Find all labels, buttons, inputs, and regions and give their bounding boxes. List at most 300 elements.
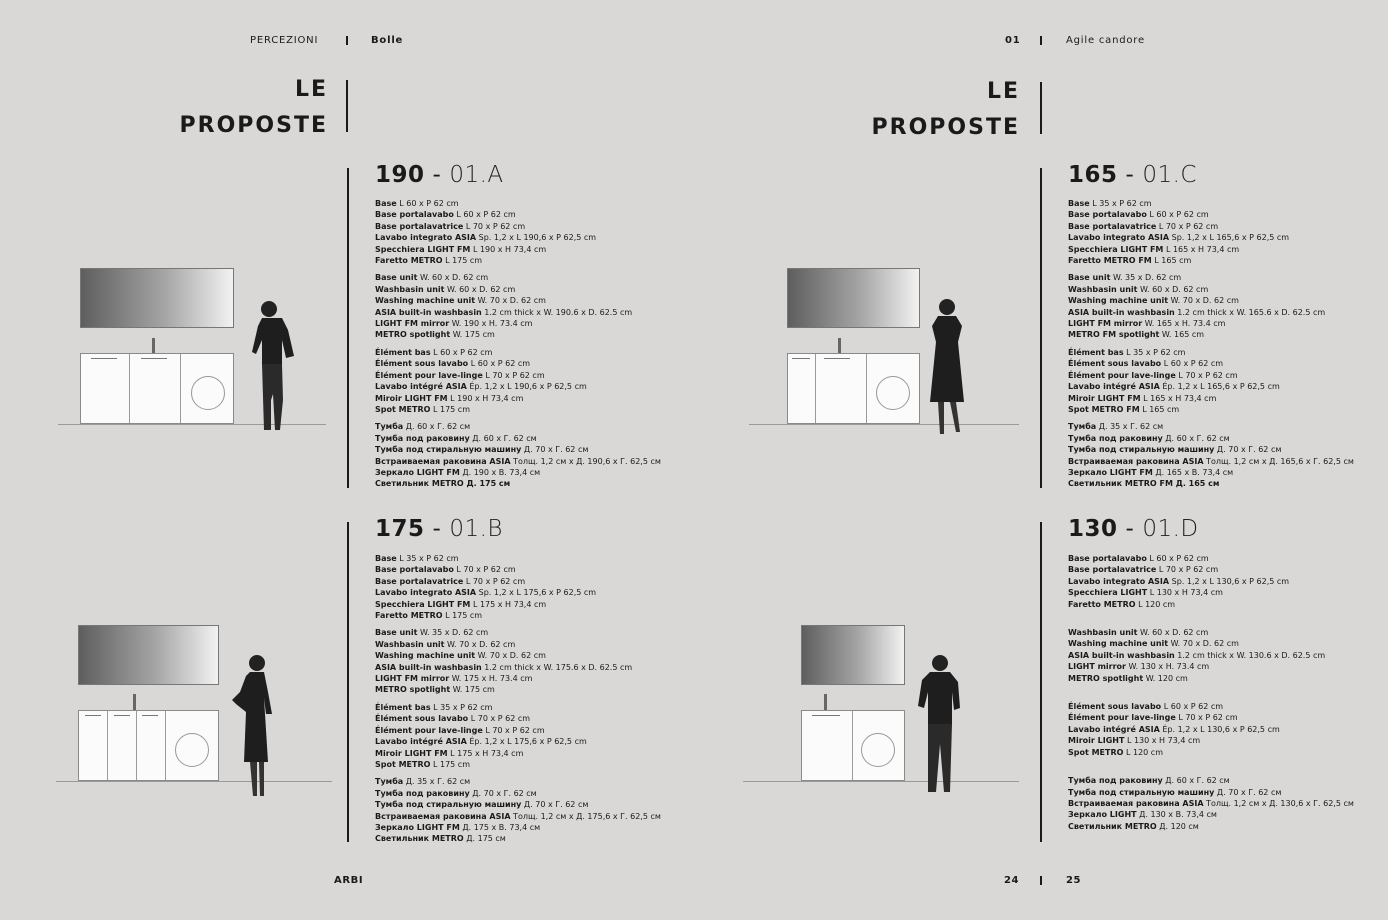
spec-line	[1068, 433, 1354, 444]
spec-item-name: Base	[375, 554, 397, 563]
title-bar	[346, 80, 348, 132]
spec-line	[1068, 284, 1354, 295]
spec-line	[375, 673, 661, 684]
spec-line	[375, 255, 661, 266]
spec-item-dims: W. 60 x D. 62 cm	[1137, 284, 1209, 294]
spec-line	[1068, 456, 1354, 467]
spec-line	[375, 433, 661, 444]
door-divider	[852, 711, 853, 780]
spec-line	[1068, 358, 1354, 369]
spec-line	[1068, 553, 1354, 564]
spec-item-dims: W. 175 cm	[450, 330, 495, 340]
spec-line	[375, 370, 661, 381]
spec-line	[375, 272, 661, 283]
spec-item-dims: L 175 cm	[442, 611, 483, 621]
spec-item-dims: Ép. 1,2 x L 130,6 x P 62,5 cm	[1159, 724, 1280, 734]
spec-item-name: ASIA built-in washbasin	[375, 662, 482, 672]
spec-item-name: Miroir LIGHT FM	[375, 748, 448, 758]
spec-item-name: LIGHT mirror	[1068, 662, 1126, 672]
spec-item-name: METRO FM spotlight	[1068, 330, 1160, 340]
spec-line	[375, 198, 661, 209]
spec-item-dims: L 70 x P 62 cm	[468, 714, 531, 724]
spec-item-dims: L 35 x P 62 cm	[1089, 199, 1152, 208]
spec-line	[1068, 421, 1354, 432]
spec-item-dims: W. 70 x D. 62 cm	[1168, 296, 1239, 306]
spec-line	[375, 381, 661, 392]
spec-line	[1068, 650, 1354, 661]
spec-item-dims: Д. 70 x Г. 62 см	[1214, 787, 1282, 797]
section-bar-c	[1040, 168, 1042, 488]
spec-item-name: Светильник METRO Д. 175 см	[375, 479, 511, 489]
floor-line	[749, 424, 1019, 425]
spec-line	[375, 467, 661, 478]
spec-item-name: Встраиваемая раковина ASIA	[1068, 798, 1204, 808]
section-bar-a	[347, 168, 349, 488]
spec-item-dims: Д. 120 см	[1156, 821, 1199, 831]
header-num	[1005, 35, 1021, 46]
spec-item-name: Base portalavatrice	[1068, 221, 1157, 231]
handle	[824, 358, 850, 359]
spec-line	[1068, 564, 1354, 575]
spec-group	[375, 272, 661, 340]
spec-item-dims: Д. 60 x Г. 62 см	[403, 422, 471, 432]
spec-item-name: Faretto METRO	[375, 611, 443, 621]
spec-item-name: Base portalavatrice	[375, 221, 464, 231]
spec-item-dims: 1.2 cm thick x W. 130.6 x D. 62.5 cm	[1174, 650, 1326, 660]
spec-item-name: Faretto METRO	[375, 256, 443, 266]
spec-item-name: Светильник METRO	[375, 834, 464, 844]
proposal-ref: 01.D	[1142, 516, 1199, 542]
proposal-size: 165	[1068, 162, 1118, 188]
spec-item-name: Lavabo integrato ASIA	[1068, 233, 1170, 243]
spec-item-dims: Sp. 1,2 x L 130,6 x P 62,5 cm	[1169, 576, 1290, 586]
spec-item-name: Тумба под раковину	[375, 433, 470, 443]
spec-line	[1068, 318, 1354, 329]
spec-line	[1068, 393, 1354, 404]
washing-machine-icon	[876, 376, 910, 410]
spec-item-dims: Ép. 1,2 x L 190,6 x P 62,5 cm	[466, 382, 587, 392]
spec-item-name: Base portalavatrice	[1068, 565, 1157, 575]
spec-item-dims: Д. 35 x Г. 62 см	[403, 777, 471, 787]
spec-group	[375, 627, 661, 695]
spec-item-name: Lavabo intégré ASIA	[1068, 724, 1160, 734]
spec-item-dims: L 165 cm	[1139, 404, 1180, 414]
spec-item-dims: Д. 35 x Г. 62 см	[1096, 422, 1164, 432]
section-bar-d	[1040, 522, 1042, 842]
title-line-2: PROPOSTE	[871, 115, 1020, 140]
spec-group	[1068, 553, 1354, 610]
spec-item-dims: Д. 130 x В. 73,4 см	[1136, 810, 1217, 820]
spec-line	[1068, 404, 1354, 415]
spec-item-dims: W. 35 x D. 62 cm	[417, 628, 489, 638]
spec-line	[375, 318, 661, 329]
spec-item-name: Встраиваемая раковина ASIA	[375, 811, 511, 821]
page-number-left: 24	[1004, 875, 1020, 886]
spec-item-name: Washbasin unit	[1068, 284, 1138, 294]
spec-item-name: Élément pour lave-linge	[1068, 370, 1176, 380]
spec-line	[375, 610, 661, 621]
spec-line	[375, 553, 661, 564]
spec-list	[375, 198, 661, 490]
spec-line	[375, 347, 661, 358]
proposal-c	[1068, 162, 1354, 496]
title-line-2: PROPOSTE	[179, 113, 328, 138]
spec-item-name: Тумба под раковину	[1068, 433, 1163, 443]
spec-line	[1068, 673, 1354, 684]
spec-item-dims: Д. 70 x Г. 62 см	[521, 800, 589, 810]
spec-line	[375, 564, 661, 575]
spec-item-name: METRO spotlight	[1068, 673, 1144, 683]
spec-item-dims: Толщ. 1,2 см x Д. 165,6 x Г. 62,5 см	[1203, 456, 1354, 466]
spec-group	[375, 776, 661, 844]
spec-item-dims: L 70 x P 62 cm	[1175, 370, 1238, 380]
proposal-ref: 01.B	[449, 516, 503, 542]
spec-item-dims: W. 70 x D. 62 cm	[475, 651, 546, 661]
spec-item-dims: L 190 x H 73,4 cm	[470, 244, 547, 254]
spec-line	[1068, 347, 1354, 358]
spec-item-name: Тумба под раковину	[1068, 776, 1163, 786]
spec-line	[1068, 232, 1354, 243]
spec-item-dims: W. 70 x D. 62 cm	[444, 639, 516, 649]
page-title-left	[150, 72, 328, 144]
washing-machine-icon	[191, 376, 225, 410]
spec-item-dims: L 165 x H 73,4 cm	[1163, 244, 1240, 254]
footer-brand: ARBI	[334, 875, 364, 886]
tap	[824, 694, 827, 710]
spec-line	[375, 811, 661, 822]
tap	[133, 694, 136, 710]
spec-item-name: Встраиваемая раковина ASIA	[375, 456, 511, 466]
spec-item-name: Washing machine unit	[375, 296, 476, 306]
spec-item-dims: L 60 x P 62 cm	[396, 199, 459, 208]
spec-line	[1068, 307, 1354, 318]
spec-item-dims: W. 60 x D. 62 cm	[417, 273, 489, 283]
header-divider	[1040, 36, 1042, 45]
spec-item-dims: Д. 70 x Г. 62 см	[469, 788, 537, 798]
spec-group	[1068, 198, 1354, 266]
woman-figure-icon	[926, 296, 976, 440]
spec-item-dims: L 175 x H 73,4 cm	[447, 748, 524, 758]
spec-item-name: Lavabo intégré ASIA	[1068, 382, 1160, 392]
spec-item-dims: L 35 x P 62 cm	[396, 554, 459, 563]
spec-item-name: Тумба под стиральную машину	[375, 445, 522, 455]
spec-item-name: Specchiera LIGHT	[1068, 588, 1148, 598]
spec-item-name: Lavabo intégré ASIA	[375, 737, 467, 747]
spec-item-dims: Д. 60 x Г. 62 см	[1162, 776, 1230, 786]
spec-item-name: Base	[1068, 199, 1090, 208]
spec-line	[375, 329, 661, 340]
spec-item-name: Élément sous lavabo	[1068, 702, 1162, 712]
spec-item-name: ASIA built-in washbasin	[1068, 307, 1175, 317]
spec-item-dims: L 70 x P 62 cm	[1156, 221, 1219, 231]
spec-group	[375, 553, 661, 621]
spec-line	[375, 599, 661, 610]
man-figure-icon	[912, 652, 964, 800]
footer-divider	[1040, 876, 1042, 885]
spec-line	[375, 421, 661, 432]
spec-line	[375, 725, 661, 736]
spec-item-name: Base portalavatrice	[375, 576, 464, 586]
proposal-code: 190 - 01.A	[375, 162, 504, 188]
spec-line	[375, 788, 661, 799]
handle	[792, 358, 810, 359]
spec-line	[375, 748, 661, 759]
spec-item-dims: W. 70 x D. 62 cm	[1168, 639, 1239, 649]
spec-item-name: ASIA built-in washbasin	[375, 307, 482, 317]
washing-machine-icon	[861, 733, 895, 767]
spec-item-dims: L 35 x P 62 cm	[1123, 347, 1186, 357]
spec-item-dims: 1.2 cm thick x W. 190.6 x D. 62.5 cm	[481, 307, 633, 317]
spec-item-name: Светильник METRO	[1068, 821, 1157, 831]
spec-line	[1068, 576, 1354, 587]
spec-item-name: Тумба под стиральную машину	[1068, 445, 1215, 455]
spec-item-name: Тумба под стиральную машину	[375, 800, 522, 810]
spec-line	[375, 736, 661, 747]
spec-item-dims: L 70 x P 62 cm	[463, 221, 526, 231]
spec-line	[1068, 638, 1354, 649]
spec-line	[1068, 295, 1354, 306]
spec-item-name: Miroir LIGHT	[1068, 736, 1125, 746]
spec-line	[1068, 209, 1354, 220]
spec-item-dims: W. 60 x D. 62 cm	[1137, 628, 1209, 638]
spec-group	[1068, 421, 1354, 489]
proposal-a	[375, 162, 661, 496]
header-divider	[346, 36, 348, 45]
proposal-size: 190	[375, 162, 425, 188]
spec-item-dims: W. 120 cm	[1143, 673, 1188, 683]
proposal-d	[1068, 516, 1354, 849]
spec-item-dims: L 165 cm	[1151, 256, 1192, 266]
spec-line	[1068, 599, 1354, 610]
spec-item-name: Base portalavabo	[1068, 554, 1147, 563]
proposal-ref: 01.C	[1142, 162, 1197, 188]
spec-item-dims: W. 190 x H. 73.4 cm	[449, 319, 533, 329]
spec-group	[375, 421, 661, 489]
spec-item-name: Тумба	[375, 422, 404, 432]
spec-item-name: METRO spotlight	[375, 330, 451, 340]
spec-item-dims: Д. 70 x Г. 62 см	[521, 445, 589, 455]
spec-item-dims: W. 175 cm	[450, 685, 495, 695]
spec-item-name: Spot METRO	[375, 404, 431, 414]
spec-line	[375, 833, 661, 844]
mirror	[801, 625, 905, 685]
title-line-1: LE	[294, 77, 328, 102]
spec-item-dims: L 60 x P 62 cm	[1146, 554, 1209, 563]
spec-item-dims: Sp. 1,2 x L 190,6 x P 62,5 cm	[476, 233, 597, 243]
spec-line	[375, 295, 661, 306]
spec-item-name: Тумба под раковину	[375, 788, 470, 798]
spec-group	[375, 702, 661, 770]
floor-line	[56, 781, 332, 782]
spec-item-dims: L 70 x P 62 cm	[482, 725, 545, 735]
spec-item-name: Base portalavabo	[375, 565, 454, 575]
proposal-size: 130	[1068, 516, 1118, 542]
section-label: PERCEZIONI	[250, 35, 319, 46]
spec-item-name: Тумба	[375, 777, 404, 787]
spec-line	[1068, 787, 1354, 798]
door-divider	[129, 354, 130, 423]
spec-line	[375, 759, 661, 770]
spec-item-dims: L 70 x P 62 cm	[1175, 713, 1238, 723]
spec-line	[1068, 244, 1354, 255]
spec-item-dims: 1.2 cm thick x W. 165.6 x D. 62.5 cm	[1174, 307, 1326, 317]
spec-item-name: Base	[375, 199, 397, 208]
spec-line	[375, 650, 661, 661]
spec-item-dims: Sp. 1,2 x L 175,6 x P 62,5 cm	[476, 588, 597, 598]
mirror	[78, 625, 219, 685]
spec-line	[375, 713, 661, 724]
spec-item-name: Élément pour lave-linge	[375, 370, 483, 380]
spec-line	[375, 307, 661, 318]
door-divider	[815, 354, 816, 423]
spec-line	[375, 221, 661, 232]
spec-item-name: Washbasin unit	[375, 284, 445, 294]
proposal-code: 165 - 01.C	[1068, 162, 1197, 188]
tap	[152, 338, 155, 353]
spec-item-dims: L 35 x P 62 cm	[430, 702, 493, 712]
spec-item-name: Lavabo integrato ASIA	[375, 233, 477, 243]
spec-item-name: Washbasin unit	[375, 639, 445, 649]
spec-item-dims: Д. 175 см	[463, 834, 506, 844]
spec-item-dims: L 60 x P 62 cm	[468, 359, 531, 369]
spec-item-name: ASIA built-in washbasin	[1068, 650, 1175, 660]
spec-line	[1068, 735, 1354, 746]
spec-item-dims: W. 165 cm	[1159, 330, 1205, 340]
spec-item-name: METRO spotlight	[375, 685, 451, 695]
spec-item-name: Specchiera LIGHT FM	[375, 244, 471, 254]
spec-item-name: Spot METRO	[375, 759, 431, 769]
spec-line	[375, 662, 661, 673]
spec-line	[375, 244, 661, 255]
spec-item-dims: Д. 190 x В. 73,4 см	[459, 467, 541, 477]
spec-item-name: LIGHT FM mirror	[1068, 319, 1143, 329]
spec-item-dims: Д. 165 x В. 73,4 см	[1152, 467, 1234, 477]
spec-item-dims: L 175 x H 73,4 cm	[470, 599, 547, 609]
spec-item-name: Washbasin unit	[1068, 628, 1138, 638]
handle	[141, 358, 167, 359]
spec-item-dims: L 60 x P 62 cm	[430, 347, 493, 357]
spec-list	[375, 553, 661, 845]
spec-item-name: Зеркало LIGHT FM	[375, 467, 460, 477]
door-divider	[866, 354, 867, 423]
spec-item-dims: L 70 x P 62 cm	[453, 565, 516, 575]
spec-line	[375, 404, 661, 415]
spec-group	[1068, 347, 1354, 415]
spec-line	[1068, 627, 1354, 638]
handle	[85, 715, 101, 716]
spec-line	[1068, 329, 1354, 340]
proposal-code: 175 - 01.B	[375, 516, 503, 542]
spec-line	[1068, 821, 1354, 832]
door-divider	[107, 711, 108, 780]
spec-item-dims: Ép. 1,2 x L 175,6 x P 62,5 cm	[466, 737, 587, 747]
spec-item-name: Lavabo integrato ASIA	[375, 588, 477, 598]
page-number-right: 25	[1066, 875, 1082, 886]
spec-item-name: Élément pour lave-linge	[375, 725, 483, 735]
spec-item-name: Lavabo intégré ASIA	[375, 382, 467, 392]
spec-item-name: Base unit	[375, 273, 418, 283]
spec-line	[1068, 587, 1354, 598]
spec-item-dims: Sp. 1,2 x L 165,6 x P 62,5 cm	[1169, 233, 1290, 243]
mirror	[787, 268, 920, 328]
door-divider	[180, 354, 181, 423]
spec-line	[375, 822, 661, 833]
spec-line	[375, 456, 661, 467]
proposal-b	[375, 516, 661, 851]
spec-item-name: Élément sous lavabo	[375, 714, 469, 724]
spec-line	[375, 232, 661, 243]
spec-item-dims: L 175 cm	[430, 759, 470, 769]
spec-group	[1068, 701, 1354, 758]
header-sub	[371, 35, 403, 46]
spec-line	[375, 639, 661, 650]
spec-group	[1068, 775, 1354, 832]
spec-item-dims: L 175 cm	[442, 256, 483, 266]
title-line-1: LE	[986, 79, 1020, 104]
spec-item-dims: Толщ. 1,2 см x Д. 130,6 x Г. 62,5 см	[1203, 798, 1354, 808]
spec-line	[375, 576, 661, 587]
spec-item-name: Тумба	[1068, 422, 1097, 432]
vanity-cabinet	[787, 353, 920, 424]
spec-item-dims: Толщ. 1,2 см x Д. 190,6 x Г. 62,5 см	[510, 456, 661, 466]
spec-item-name: Washing machine unit	[1068, 296, 1169, 306]
spec-line	[375, 478, 661, 489]
spec-item-name: Встраиваемая раковина ASIA	[1068, 456, 1204, 466]
spec-item-dims: W. 175 x H. 73.4 cm	[449, 674, 533, 684]
spec-line	[375, 776, 661, 787]
spec-list	[1068, 198, 1354, 490]
chapter-number: 01	[1005, 35, 1021, 46]
spec-group	[1068, 627, 1354, 684]
spec-line	[1068, 712, 1354, 723]
spec-line	[1068, 381, 1354, 392]
spec-item-dims: Д. 60 x Г. 62 см	[469, 433, 537, 443]
spec-line	[1068, 798, 1354, 809]
spec-item-dims: Толщ. 1,2 см x Д. 175,6 x Г. 62,5 см	[510, 811, 661, 821]
vanity-cabinet	[80, 353, 234, 424]
spec-line	[1068, 370, 1354, 381]
spec-item-dims: W. 60 x D. 62 cm	[444, 284, 516, 294]
vanity-cabinet	[78, 710, 219, 781]
proposal-code: 130 - 01.D	[1068, 516, 1199, 542]
spec-item-name: Faretto METRO FM	[1068, 256, 1152, 266]
title-bar	[1040, 82, 1042, 134]
spec-item-dims: L 120 cm	[1135, 599, 1176, 609]
spec-line	[1068, 198, 1354, 209]
handle	[812, 715, 840, 716]
spec-line	[375, 393, 661, 404]
spec-line	[375, 444, 661, 455]
spec-group	[375, 198, 661, 266]
spec-item-name: Зеркало LIGHT FM	[1068, 467, 1153, 477]
proposal-ref: 01.A	[449, 162, 504, 188]
handle	[91, 358, 117, 359]
spec-item-name: Élément sous lavabo	[375, 359, 469, 369]
spec-item-name: Miroir LIGHT FM	[375, 393, 448, 403]
spec-item-name: Faretto METRO	[1068, 599, 1136, 609]
spec-item-name: Élément bas	[375, 702, 431, 712]
header-right	[1066, 35, 1145, 46]
handle	[142, 715, 158, 716]
door-divider	[165, 711, 166, 780]
spec-item-dims: L 60 x P 62 cm	[1161, 359, 1224, 369]
spec-item-name: Élément pour lave-linge	[1068, 713, 1176, 723]
handle	[114, 715, 130, 716]
spec-line	[375, 799, 661, 810]
spec-line	[1068, 724, 1354, 735]
door-divider	[136, 711, 137, 780]
spec-item-dims: L 60 x P 62 cm	[1146, 210, 1209, 220]
